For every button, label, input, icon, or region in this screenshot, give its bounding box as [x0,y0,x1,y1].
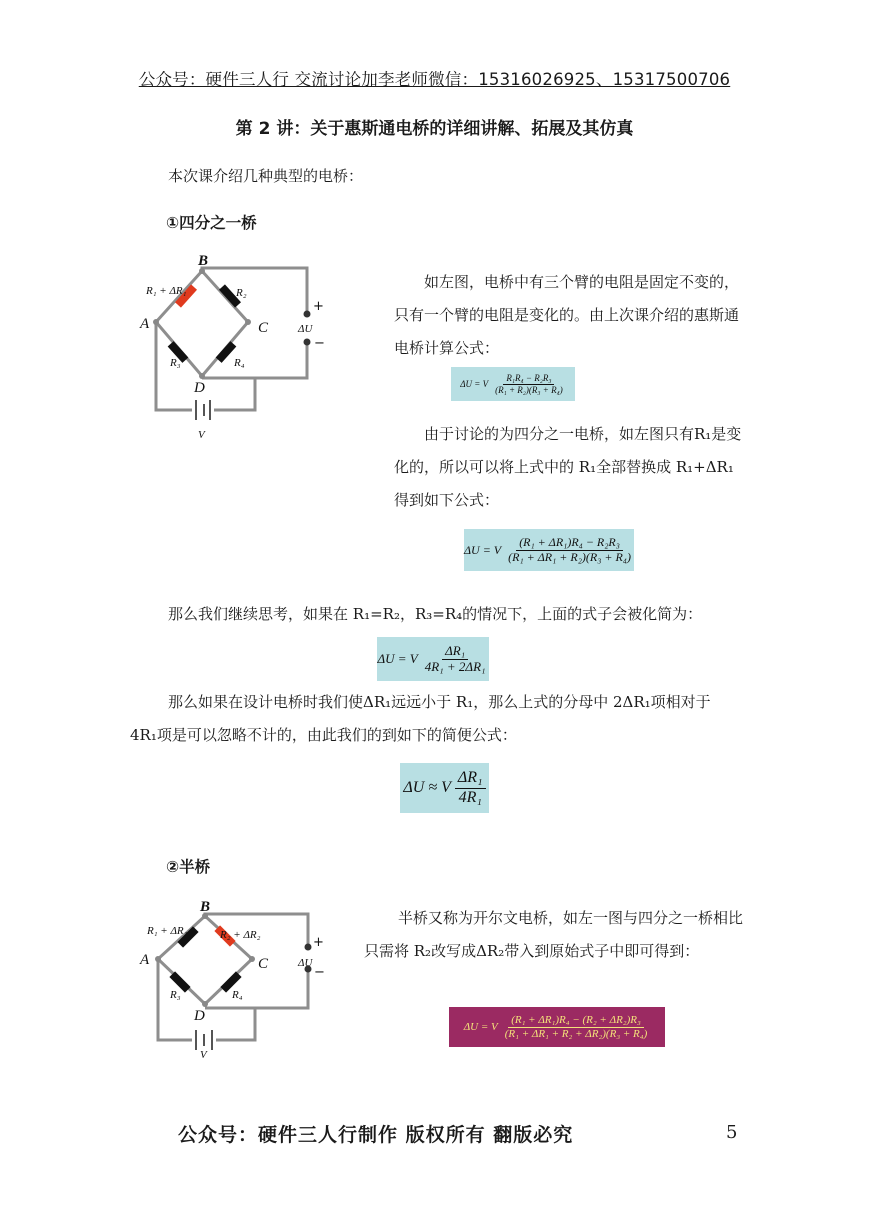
page-number: 5 [726,1122,738,1143]
section-heading-quarter-bridge: ①四分之一桥 [166,214,257,232]
section-heading-half-bridge: ②半桥 [166,858,211,876]
formula-quarter-bridge-approx: ΔU ≈ V $\frac{\text{ΔR₁}}{\text{4R₁}}$ [400,763,489,813]
quarter-bridge-paragraph-4: 那么如果在设计电桥时我们使ΔR₁远远小于 R₁，那么上式的分母中 2ΔR₁项相对于 4R₁项是可以忽略不计的，由此我们的到如下的简便公式： [130,693,711,744]
half-bridge-circuit-diagram [130,896,330,1064]
label-r4-half: R₄ [232,989,243,1001]
quarter-bridge-paragraph-3: 那么我们继续思考，如果在 R₁=R₂，R₃=R₄的情况下，上面的式子会被化简为： [168,605,703,623]
label-minus-half: − [314,965,325,980]
node-label-d-half: D [194,1008,205,1024]
label-delta-u-half: ΔU [298,957,313,969]
node-label-d: D [194,380,205,396]
label-r1: R₁ + ΔR₁ [146,285,187,297]
label-r2-half: R₂ + ΔR₂ [220,929,261,941]
page-title: 第 2 讲：关于惠斯通电桥的详细讲解、拓展及其仿真 [235,119,634,139]
quarter-bridge-paragraph-1: 如左图，电桥中有三个臂的电阻是固定不变的，只有一个臂的电阻是变化的。由上次课介绍的惠斯通电桥计算公式： [394,273,740,357]
formula-quarter-bridge-simplified: ΔU = V $\frac{\text{ΔR₁}}{\text{4R₁ + 2ΔR₁}}$ [377,637,489,681]
page-header: 公众号：硬件三人行 交流讨论加李老师微信：15316026925、15317500706 [138,70,731,89]
node-label-a-half: A [140,952,150,968]
page-footer: 公众号：硬件三人行制作 版权所有 翻版必究 [178,1124,574,1146]
label-plus-half: + [313,935,324,950]
node-label-b-half: B [200,899,211,915]
source-label-v-half: V [200,1049,207,1061]
label-plus: + [313,299,324,314]
label-minus: − [314,336,325,351]
label-r3-half: R₃ [170,989,181,1001]
label-r3: R₃ [170,357,181,369]
label-r1-half: R₁ + ΔR₁ [147,925,188,937]
half-bridge-paragraph-1: 半桥又称为开尔文电桥，如左一图与四分之一桥相比只需将 R₂改写成ΔR₂带入到原始式子中即可得到： [364,909,744,960]
formula-half-bridge: ΔU = V $\frac{\text{(R₁ + ΔR₁)R₄ − (R₂ + ΔR₂)R₃}}{\text{(R₁ + ΔR₁ + R₂ + ΔR₂)(R₃ + R₄)}}$ [449,1007,665,1047]
node-label-c: C [258,320,269,336]
label-r4: R₄ [234,357,245,369]
source-label-v: V [198,429,205,441]
formula-quarter-bridge-full: ΔU = V $\frac{\text{(R₁ + ΔR₁)R₄ − R₂R₃}}{\text{(R₁ + ΔR₁ + R₂)(R₃ + R₄)}}$ [464,529,634,571]
quarter-bridge-paragraph-2: 由于讨论的为四分之一电桥，如左图只有R₁是变化的，所以可以将上式中的 R₁全部替换成 R₁+ΔR₁得到如下公式： [394,425,742,509]
node-label-b: B [198,253,209,269]
label-delta-u: ΔU [298,323,313,335]
node-label-c-half: C [258,956,269,972]
node-label-a: A [140,316,150,332]
formula-wheatstone-general: ΔU = V $\frac{\text{R₁R₄ − R₂R₃}}{\text{(R₁ + R₂)(R₃ + R₄)}}$ [451,367,575,401]
label-r2: R₂ [236,287,247,299]
quarter-bridge-circuit-diagram [130,248,330,448]
intro-text: 本次课介绍几种典型的电桥： [168,167,364,185]
